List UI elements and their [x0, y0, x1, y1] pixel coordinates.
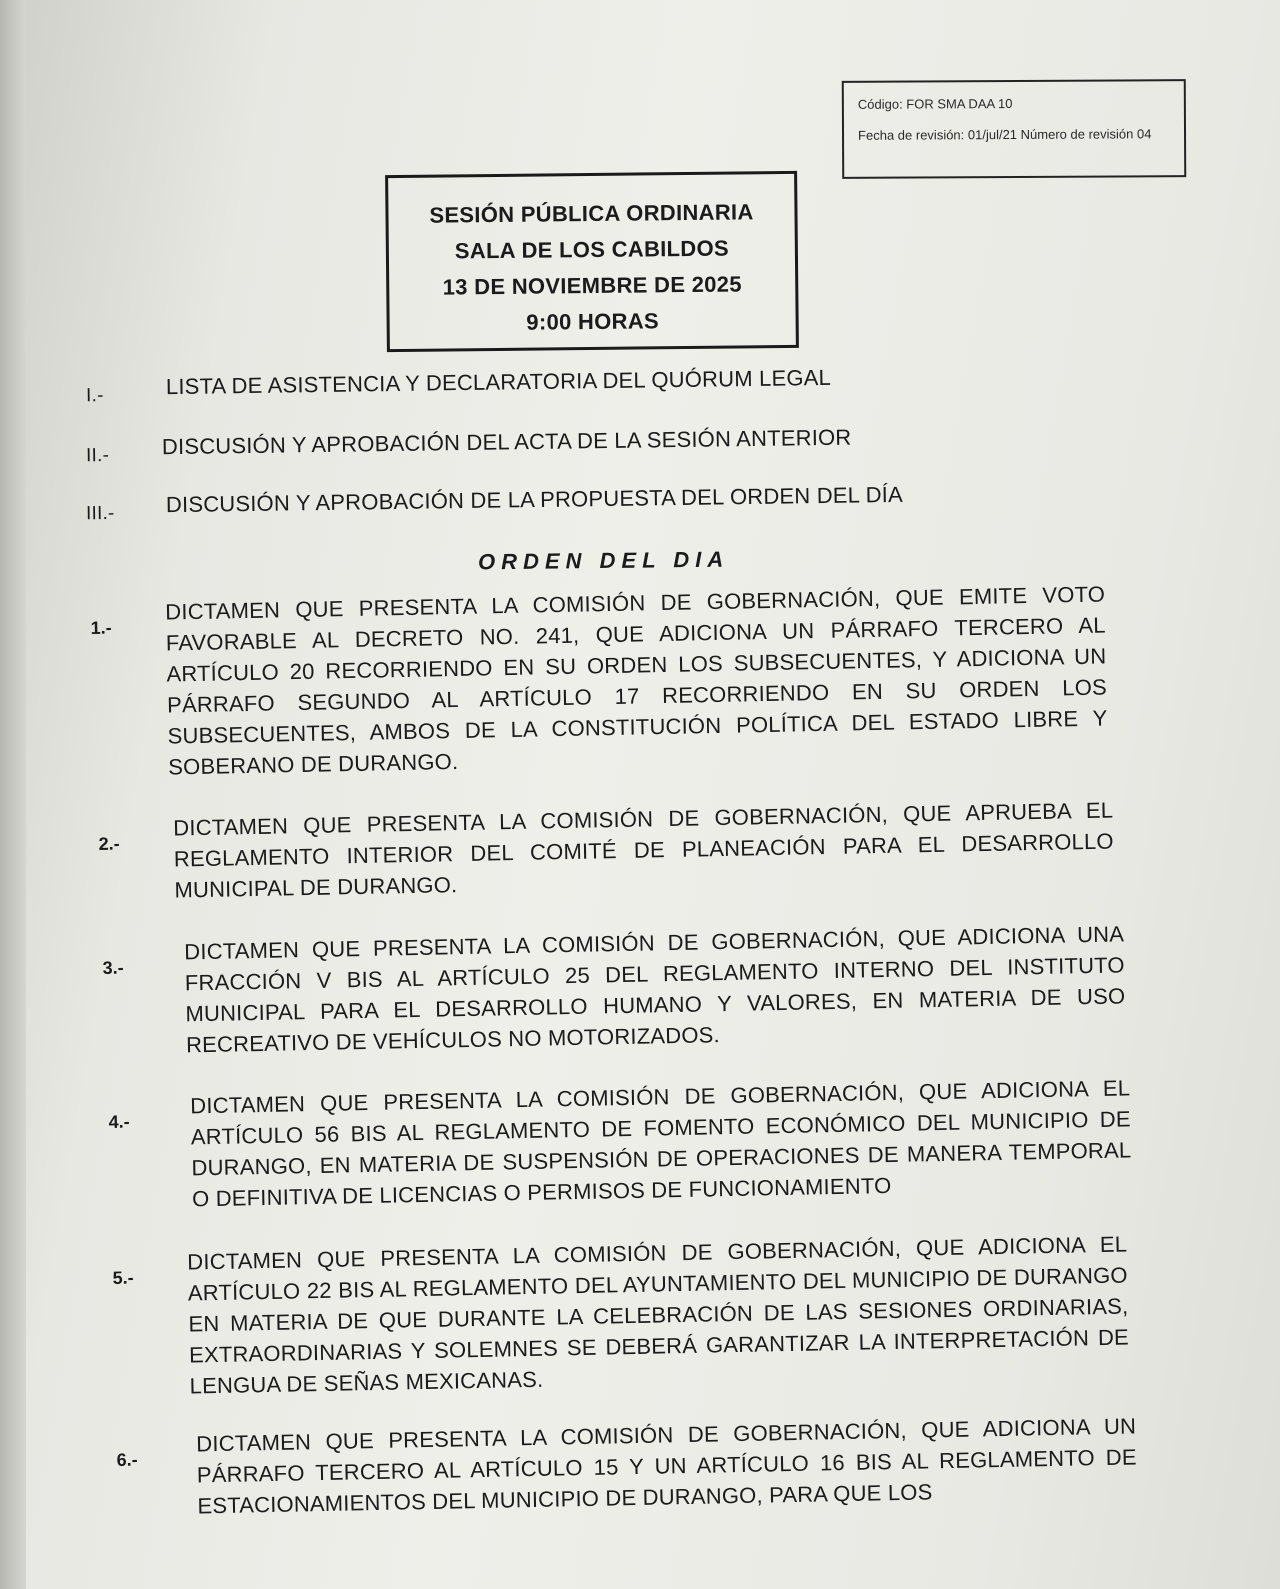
agenda-item-text: DICTAMEN QUE PRESENTA LA COMISIÓN DE GOBERNACIÓN, QUE APRUEBA EL REGLAMENTO INTERIOR DEL COMITÉ DE PLANEACIÓN PARA EL DESARROLLO MUNICIPAL DE DURANGO. — [173, 797, 1114, 903]
preliminary-number: II.- — [85, 444, 110, 467]
agenda-item-text: DICTAMEN QUE PRESENTA LA COMISIÓN DE GOBERNACIÓN, QUE ADICIONA EL ARTÍCULO 56 BIS AL REGLAMENTO DE FOMENTO ECONÓMICO DEL MUNICIPIO DE DURANGO, EN MATERIA DE SUSPENSIÓN DE OPERACIONES DE MANERA TEMPORAL O DEFINITIVA DE LICENCIAS O PERMISOS DE FUNCIONAMIENTO — [190, 1075, 1132, 1212]
agenda-item — [108, 1072, 1148, 1212]
session-type: SESIÓN PÚBLICA ORDINARIA — [429, 199, 754, 228]
preliminary-text: LISTA DE ASISTENCIA Y DECLARATORIA DEL QUÓRUM LEGAL — [165, 364, 832, 400]
agenda-item-number: 1.- — [90, 617, 112, 638]
agenda-item-text: DICTAMEN QUE PRESENTA LA COMISIÓN DE GOBERNACIÓN, QUE ADICIONA UNA FRACCIÓN V BIS AL ARTÍCULO 25 DEL REGLAMENTO INTERNO DEL INSTITUTO MUNICIPAL PARA EL DESARROLLO HUMANO Y VALORES, EN MATERIA DE USO RECREATIVO DE VEHÍCULOS NO MOTORIZADOS. — [184, 921, 1126, 1058]
agenda-item — [112, 1228, 1152, 1399]
session-info-box — [385, 171, 799, 352]
agenda-item — [116, 1410, 1156, 1519]
agenda-item-text: DICTAMEN QUE PRESENTA LA COMISIÓN DE GOBERNACIÓN, QUE ADICIONA EL ARTÍCULO 22 BIS AL REGLAMENTO DEL AYUNTAMIENTO DEL MUNICIPIO DE DURANGO EN MATERIA DE QUE DURANTE LA CELEBRACIÓN DE LAS SESIONES ORDINARIAS, EXTRAORDINARIAS Y SOLEMNES SE DEBERÁ GARANTIZAR LA INTERPRETACIÓN DE LENGUA DE SEÑAS MEXICANAS. — [187, 1231, 1130, 1399]
agenda-item — [98, 794, 1138, 903]
session-date: 13 DE NOVIEMBRE DE 2025 — [442, 271, 742, 300]
agenda-item-text: DICTAMEN QUE PRESENTA LA COMISIÓN DE GOBERNACIÓN, QUE ADICIONA UN PÁRRAFO TERCERO AL ARTÍCULO 15 Y UN ARTÍCULO 16 BIS AL REGLAMENTO DE ESTACIONAMIENTOS DEL MUNICIPIO DE DURANGO, PARA QUE LOS — [196, 1413, 1137, 1519]
preliminary-number: I.- — [85, 385, 104, 407]
page-edge — [0, 0, 26, 1589]
agenda-item-number: 2.- — [98, 833, 120, 854]
agenda-item-number: 6.- — [116, 1449, 138, 1470]
document-code-box — [842, 79, 1187, 179]
preliminary-text: DISCUSIÓN Y APROBACIÓN DE LA PROPUESTA DEL ORDEN DEL DÍA — [165, 481, 904, 518]
preliminary-text: DISCUSIÓN Y APROBACIÓN DEL ACTA DE LA SESIÓN ANTERIOR — [161, 424, 852, 460]
preliminary-item — [86, 480, 986, 533]
session-location: SALA DE LOS CABILDOS — [454, 235, 730, 264]
session-time: 9:00 HORAS — [526, 308, 660, 335]
preliminary-item — [86, 362, 986, 415]
agenda-title: ORDEN DEL DIA — [477, 546, 730, 575]
agenda-item-number: 3.- — [102, 957, 124, 978]
preliminary-number: III.- — [85, 502, 115, 525]
agenda-item-text: DICTAMEN QUE PRESENTA LA COMISIÓN DE GOBERNACIÓN, QUE EMITE VOTO FAVORABLE AL DECRETO NO. 241, QUE ADICIONA UN PÁRRAFO TERCERO AL ARTÍCULO 20 RECORRIENDO EN SU ORDEN LOS SUBSECUENTES, Y ADICIONA UN PÁRRAFO SEGUNDO AL ARTÍCULO 17 RECORRIENDO EN SU ORDEN LOS SUBSECUENTES, AMBOS DE LA CONSTITUCIÓN POLÍTICA DEL ESTADO LIBRE Y SOBERANO DE DURANGO. — [165, 581, 1108, 780]
agenda-item — [90, 578, 1130, 780]
agenda-item-number: 4.- — [108, 1111, 130, 1132]
revision-info: Fecha de revisión: 01/jul/21 Número de revisión 04 — [857, 126, 1152, 143]
agenda-item-number: 5.- — [112, 1267, 134, 1288]
agenda-item — [102, 918, 1142, 1058]
document-code: Código: FOR SMA DAA 10 — [857, 96, 1013, 112]
preliminary-item — [86, 422, 986, 475]
